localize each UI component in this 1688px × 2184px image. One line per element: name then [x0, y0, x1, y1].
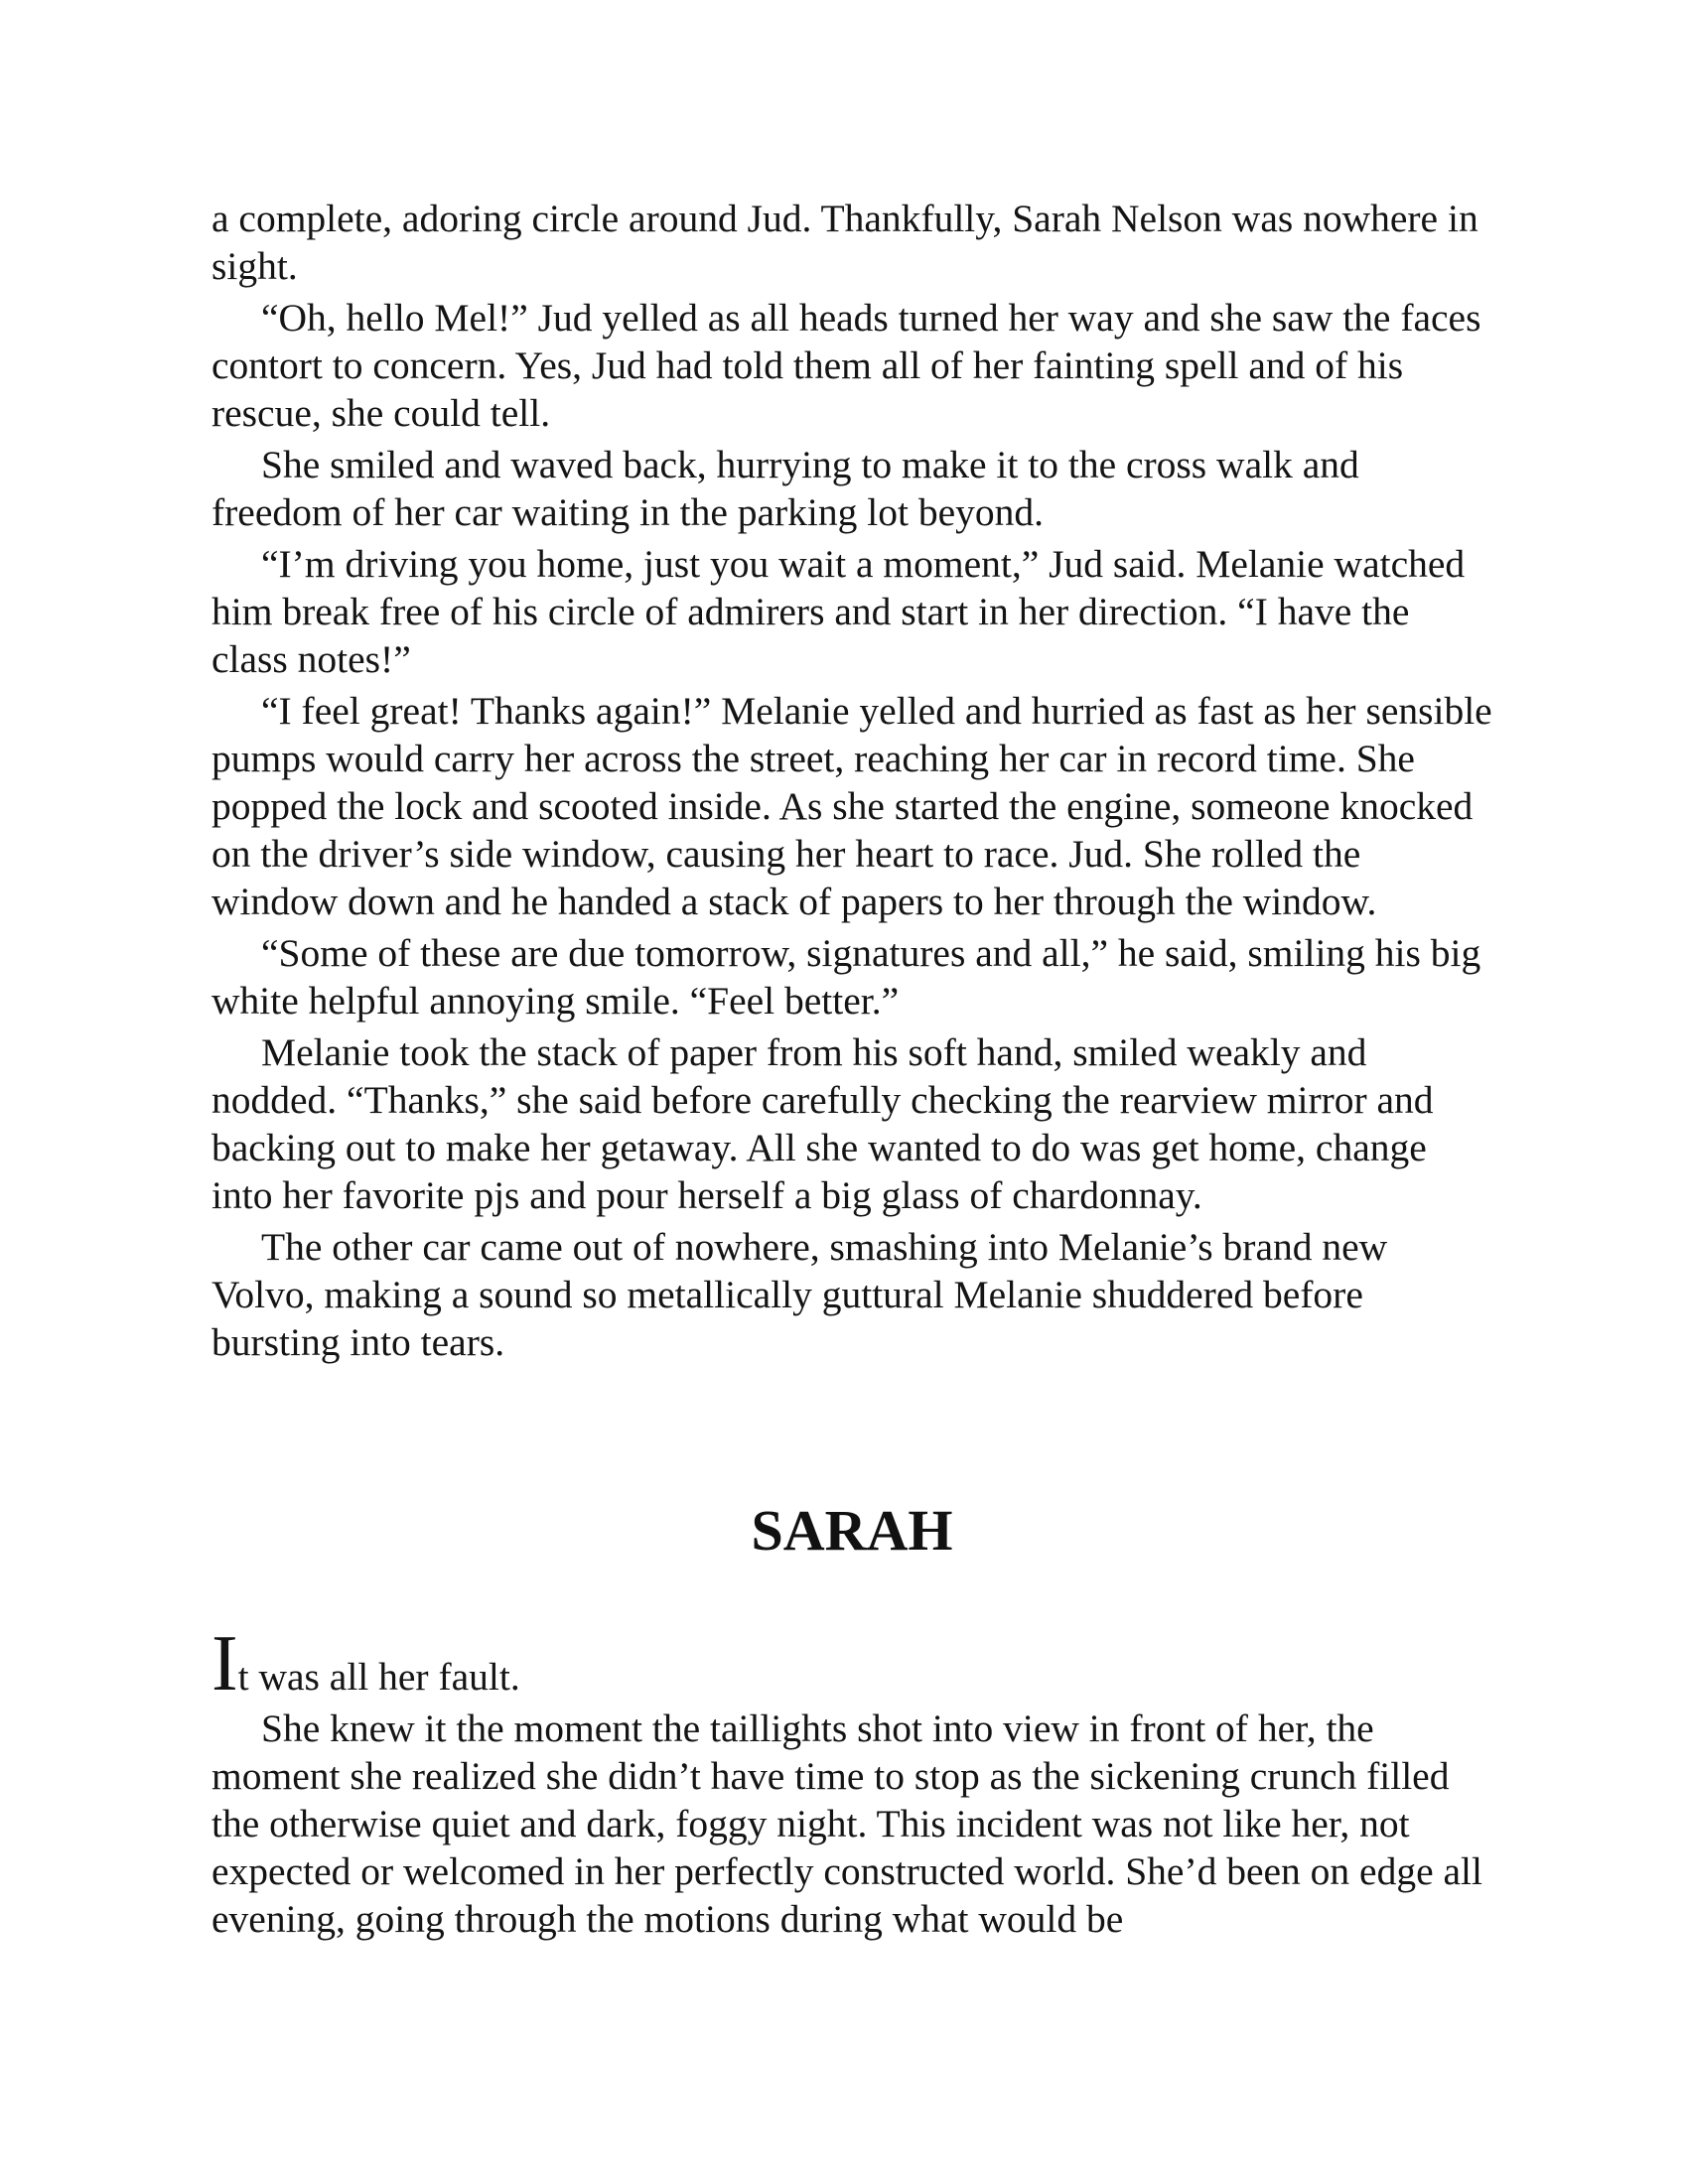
drop-cap: I: [211, 1620, 238, 1707]
paragraph: She knew it the moment the taillights shot into view in front of her, the moment she realized she didn’t have time to stop as the sickening crunch filled the otherwise quiet and dark, foggy night. This incident was not like her, not expected or welcomed in her perfectly constructed world. She’d been on edge all evening, going through the motions during what would be: [211, 1706, 1482, 1941]
paragraph: Melanie took the stack of paper from his soft hand, smiled weakly and nodded. “Thanks,” she said before carefully checking the rearview mirror and backing out to make her getaway. All she wanted to do was get home, change into her favorite pjs and pour herself a big glass of chardonnay.: [211, 1030, 1434, 1217]
opening-text: t was all her fault.: [237, 1655, 520, 1699]
paragraph: a complete, adoring circle around Jud. Thankfully, Sarah Nelson was nowhere in sight.: [211, 197, 1478, 288]
paragraph: The other car came out of nowhere, smashing into Melanie’s brand new Volvo, making a sound so metallically guttural Melanie shuddered before bursting into tears.: [211, 1225, 1388, 1364]
chapter-opening-line: [211, 1620, 1492, 1707]
paragraph: “I’m driving you home, just you wait a moment,” Jud said. Melanie watched him break free of his circle of admirers and start in her direction. “I have the class notes!”: [211, 542, 1466, 681]
book-page: [211, 195, 1492, 1941]
paragraph: “Some of these are due tomorrow, signatures and all,” he said, smiling his big white helpful annoying smile. “Feel better.”: [211, 931, 1481, 1023]
chapter-title: SARAH: [751, 1498, 953, 1563]
chapter-body: [211, 1620, 1492, 1947]
paragraph: She smiled and waved back, hurrying to make it to the cross walk and freedom of her car waiting in the parking lot beyond.: [211, 443, 1359, 534]
paragraph: “I feel great! Thanks again!” Melanie yelled and hurried as fast as her sensible pumps would carry her across the street, reaching her car in record time. She popped the lock and scooted inside. As she started the engine, someone knocked on the driver’s side window, causing her heart to race. Jud. She rolled the window down and he handed a stack of papers to her through the window.: [211, 689, 1492, 923]
paragraph: “Oh, hello Mel!” Jud yelled as all heads turned her way and she saw the faces contort to concern. Yes, Jud had told them all of her fainting spell and of his rescue, she could tell.: [211, 296, 1481, 435]
